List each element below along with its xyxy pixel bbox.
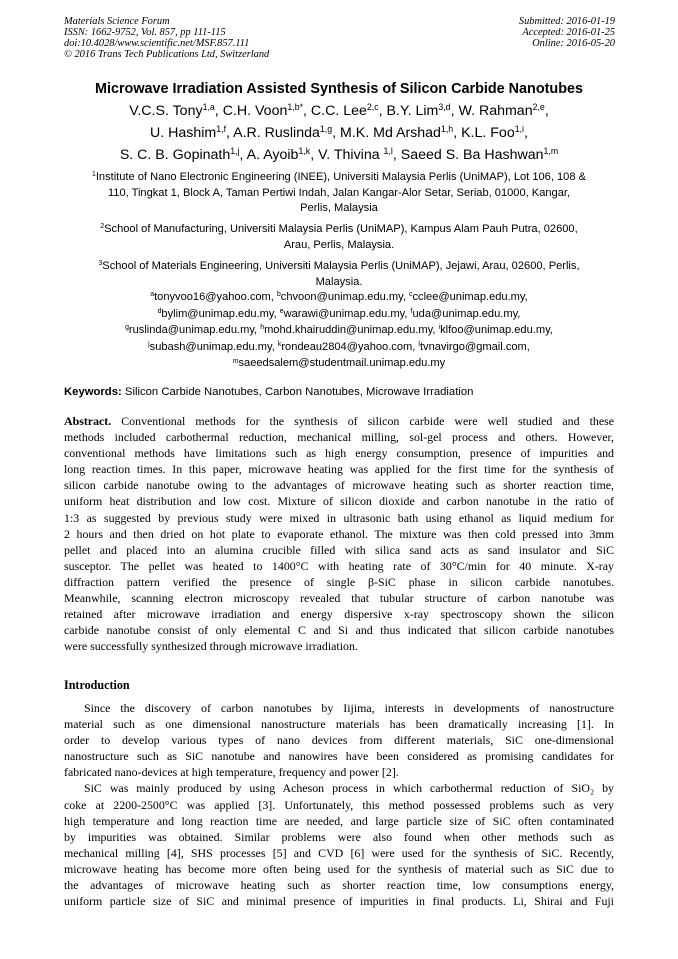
abstract-text: silicon carbide nanotube owing to the advantages of microwave heating such as shorter reaction time, <box>64 478 614 493</box>
author-affiliation-mark: 1,f <box>216 124 227 135</box>
author-separator: , <box>214 103 223 119</box>
abstract-line <box>64 477 614 493</box>
keywords <box>64 385 473 399</box>
author-name: C.H. Voon <box>222 103 288 119</box>
introduction-line: uniform particle size of SiC and minimal presence of impurities in final products. Li, Shirai and Fuji <box>64 894 614 909</box>
introduction-line: material such as one dimensional nanostructure materials has been dramatically increasing [1]. In <box>64 717 614 732</box>
author-name: K.L. Foo <box>461 125 515 141</box>
affiliation-line <box>60 259 618 275</box>
author-line <box>50 101 628 123</box>
abstract-line <box>64 638 614 654</box>
email-address: tvnavirgo@gmail.com, <box>419 340 530 353</box>
journal-issn: ISSN: 1662-9752, Vol. 857, pp 111-115 <box>64 27 226 38</box>
email-line <box>60 356 618 373</box>
abstract-text: pellet and placed into an alumina crucible filled with silica sand acts as sand insulator and SiC <box>64 542 614 557</box>
email-address: rondeau2804@yahoo.com, <box>281 340 419 353</box>
abstract-line <box>64 542 614 558</box>
email-line <box>60 340 618 357</box>
email-address: chvoon@unimap.edu.my, <box>280 291 410 303</box>
email-address: subash@unimap.edu.my, <box>149 340 278 353</box>
author-separator: , <box>332 125 341 141</box>
author-separator: , <box>392 147 401 163</box>
author-affiliation-mark: 1,k <box>298 146 311 157</box>
abstract-line <box>64 574 614 590</box>
abstract-text: 1:3 as suggested by previous study were mixed in ultrasonic bath using ethanol as liquid medium for <box>64 510 614 525</box>
affiliation-line <box>60 238 618 253</box>
online-date: Online: 2016-05-20 <box>532 38 615 49</box>
introduction-line: by impurities was obtained. Similar problems were also found when other methods such as <box>64 829 614 844</box>
affiliation-line <box>60 186 618 201</box>
email-mark: i <box>438 324 441 332</box>
affiliation-text: Institute of Nano Electronic Engineering (INEE), Universiti Malaysia Perlis (UniMAP), Lot 106, 108 & <box>95 171 586 183</box>
email-mark: h <box>260 324 265 332</box>
author-affiliation-mark: 1,m <box>543 146 559 157</box>
abstract-line <box>64 558 614 574</box>
affiliation <box>60 222 618 253</box>
author-affiliation-mark: 2,c <box>366 102 379 113</box>
affiliation-text: School of Manufacturing, Universiti Malaysia Perlis (UniMAP), Kampus Alam Pauh Putra, 02600, <box>104 223 578 235</box>
journal-header-right <box>519 16 615 49</box>
introduction-line: fabricated nano-devices at high temperature, frequency and power [2]. <box>64 765 399 780</box>
affiliation-line <box>60 275 618 290</box>
affiliation-mark: 3 <box>98 260 103 268</box>
author-line <box>50 145 628 167</box>
author-list <box>50 101 628 167</box>
affiliation-line <box>60 222 618 238</box>
author-separator: , <box>239 147 247 163</box>
author-name: M.K. Md Arshad <box>340 125 441 141</box>
email-address: ruslinda@unimap.edu.my, <box>128 324 261 337</box>
introduction-line: the advantages of microwave heating such as shorter reaction time, low consumptions energy, <box>64 878 614 893</box>
abstract-line <box>64 429 614 445</box>
email-address: klfoo@unimap.edu.my, <box>440 324 553 337</box>
abstract-line <box>64 622 614 638</box>
email-address: warawi@unimap.edu.my, <box>283 307 411 320</box>
abstract-text: carbide nanotube consist of only elemental C and Si and thus indicated that silicon carbide nanotubes <box>64 623 614 638</box>
author-name: V.C.S. Tony <box>129 103 203 119</box>
email-mark: m <box>232 357 239 365</box>
abstract-text: 2 hours and then dried on hot plate to evaporate ethanol. The mixture was then cold pressed into 3mm <box>64 526 614 541</box>
email-mark: e <box>279 307 284 315</box>
affiliation-text: School of Materials Engineering, Universiti Malaysia Perlis (UniMAP), Jejawi, Arau, 02600, Perlis, <box>102 260 580 272</box>
affiliation <box>60 259 618 290</box>
author-name: C.C. Lee <box>310 103 367 119</box>
email-address: bylim@unimap.edu.my, <box>161 307 280 320</box>
journal-header-left <box>64 16 269 60</box>
introduction-line: order to develop various types of nano devices from different materials, SiC one-dimensional <box>64 733 614 748</box>
submitted-date: Submitted: 2016-01-19 <box>518 16 615 27</box>
introduction-line: Since the discovery of carbon nanotubes by Iijima, interests in developments of nanostructure <box>84 701 614 715</box>
email-address: tonyvoo16@yahoo.com, <box>154 291 277 303</box>
author-name: V. Thivina <box>318 147 384 163</box>
author-separator: , <box>524 125 528 141</box>
abstract-line <box>64 606 614 622</box>
author-affiliation-mark: 1,i <box>514 124 525 135</box>
email-mark: j <box>148 341 150 348</box>
author-separator: , <box>226 125 234 141</box>
journal-doi: doi:10.4028/www.scientific.net/MSF.857.111 <box>64 38 250 49</box>
author-separator: , <box>303 103 311 119</box>
abstract-text: long reaction times. In this paper, microwave heating was applied for the first time for the synthesis of <box>64 462 614 477</box>
email-address: uda@unimap.edu.my, <box>412 307 521 320</box>
abstract-line <box>64 510 614 526</box>
accepted-date: Accepted: 2016-01-25 <box>522 27 615 38</box>
affiliation-mark: 1 <box>91 171 96 179</box>
email-mark: a <box>150 291 155 299</box>
author-affiliation-mark: 1,j <box>230 146 240 157</box>
abstract-text: conventional methods have limitations such as high energy consumption, presence of impurities and <box>64 446 614 461</box>
author-affiliation-mark: 1,l <box>383 146 393 157</box>
introduction-line: coke at 2200-2500°C was applied [3]. Unfortunately, this method possessed problems such as very <box>64 797 614 812</box>
affiliation-line <box>60 170 618 186</box>
abstract-label: Abstract. <box>64 414 112 428</box>
abstract-text: uniform heat distribution and low cost. Mixture of silicon dioxide and carbon nanotube in the ratio of <box>64 494 614 509</box>
email-list <box>60 290 618 373</box>
author-affiliation-mark: 1,b* <box>287 102 304 113</box>
email-address: cclee@unimap.edu.my, <box>412 291 528 303</box>
author-name: U. Hashim <box>150 125 217 141</box>
author-separator: , <box>310 147 319 163</box>
author-separator: , <box>453 125 462 141</box>
email-mark: g <box>125 324 129 332</box>
author-separator: , <box>544 103 549 119</box>
author-name: S. C. B. Gopinath <box>119 147 231 163</box>
introduction-line: SiC was mainly produced by using Acheson process in which carbothermal reduction of SiO₂ by <box>84 781 614 796</box>
keywords-text: Silicon Carbide Nanotubes, Carbon Nanotubes, Microwave Irradiation <box>124 386 474 398</box>
author-separator: , <box>450 103 459 119</box>
author-affiliation-mark: 1,g <box>319 124 333 135</box>
abstract-line <box>64 445 614 461</box>
keywords-label: Keywords: <box>64 386 122 398</box>
affiliation-text: Malaysia. <box>315 276 363 288</box>
introduction-line: high temperature and long reaction time are needed, and large particle size of SiC often contaminated <box>64 813 614 828</box>
author-separator: , <box>378 103 387 119</box>
abstract-line <box>64 526 614 542</box>
paper-title: Microwave Irradiation Assisted Synthesis of Silicon Carbide Nanotubes <box>94 81 584 97</box>
affiliation-text: Arau, Perlis, Malaysia. <box>283 239 395 251</box>
email-line <box>60 290 618 307</box>
author-name: B.Y. Lim <box>386 103 439 119</box>
author-name: A. Ayoib <box>246 147 299 163</box>
email-mark: d <box>157 307 162 315</box>
author-affiliation-mark: 2,e <box>532 102 545 113</box>
journal-name: Materials Science Forum <box>64 16 170 27</box>
abstract-line <box>64 493 614 509</box>
abstract-line <box>64 413 614 429</box>
email-address: saeedsalem@studentmail.unimap.edu.my <box>238 357 446 370</box>
abstract-line <box>64 461 614 477</box>
affiliation-text: 110, Tingkat 1, Block A, Taman Pertiwi Indah, Jalan Kangar-Alor Setar, Seriab, 01000, Kangar, <box>107 187 571 199</box>
abstract-text: retained after microwave irradiation and energy dispersive x-ray spectroscopy shown the silicon <box>64 607 614 622</box>
introduction-body <box>64 700 614 909</box>
introduction-line: microwave heating has become more often being used for the synthesis of material such as SiC due to <box>64 861 614 876</box>
author-name: W. Rahman <box>458 103 533 119</box>
author-name: Saeed S. Ba Hashwan <box>400 147 544 163</box>
affiliation-mark: 2 <box>100 223 105 231</box>
email-line <box>60 307 618 324</box>
author-line <box>50 123 628 145</box>
email-mark: c <box>409 291 413 299</box>
email-mark: k <box>277 341 282 348</box>
abstract <box>64 413 614 654</box>
introduction-line: nanostructure such as SiC nanotube and nanowires have been considered as promising candidates for <box>64 749 614 764</box>
introduction-line: mechanical milling [4], SHS processes [5] and CVD [6] were used for the synthesis of SiC. Recently, <box>64 845 614 860</box>
author-affiliation-mark: 3,d <box>438 102 451 113</box>
email-address: mohd.khairuddin@unimap.edu.my, <box>264 324 439 337</box>
abstract-text: diffraction pattern verified the presence of single β-SiC phase in silicon carbide nanotubes. <box>64 574 614 589</box>
affiliation <box>60 170 618 216</box>
author-affiliation-mark: 1,h <box>440 124 454 135</box>
abstract-line <box>64 590 614 606</box>
author-name: A.R. Ruslinda <box>233 125 320 141</box>
affiliation-line <box>60 201 618 216</box>
journal-copyright: © 2016 Trans Tech Publications Ltd, Switzerland <box>64 49 270 60</box>
author-affiliation-mark: 1,a <box>202 102 215 113</box>
email-line <box>60 323 618 340</box>
affiliation-text: Perlis, Malaysia <box>300 202 378 214</box>
email-mark: l <box>418 341 420 348</box>
abstract-text: were successfully synthesized through microwave irradiation. <box>64 639 358 654</box>
abstract-text: susceptor. The pellet was heated to 1400°C with heating rate of 30°C/min for 40 minute. X-ray <box>64 558 614 573</box>
abstract-text: methods included carbothermal reduction, mechanical milling, sol-gel process and others. However, <box>64 430 614 445</box>
abstract-text: Conventional methods for the synthesis of silicon carbide were well studied and these <box>111 414 614 428</box>
email-mark: f <box>410 307 413 315</box>
email-mark: b <box>276 291 281 299</box>
section-heading-introduction: Introduction <box>64 678 130 692</box>
abstract-text: Meanwhile, scanning electron microscopy revealed that tubular structure of carbon nanotube was <box>64 591 614 606</box>
